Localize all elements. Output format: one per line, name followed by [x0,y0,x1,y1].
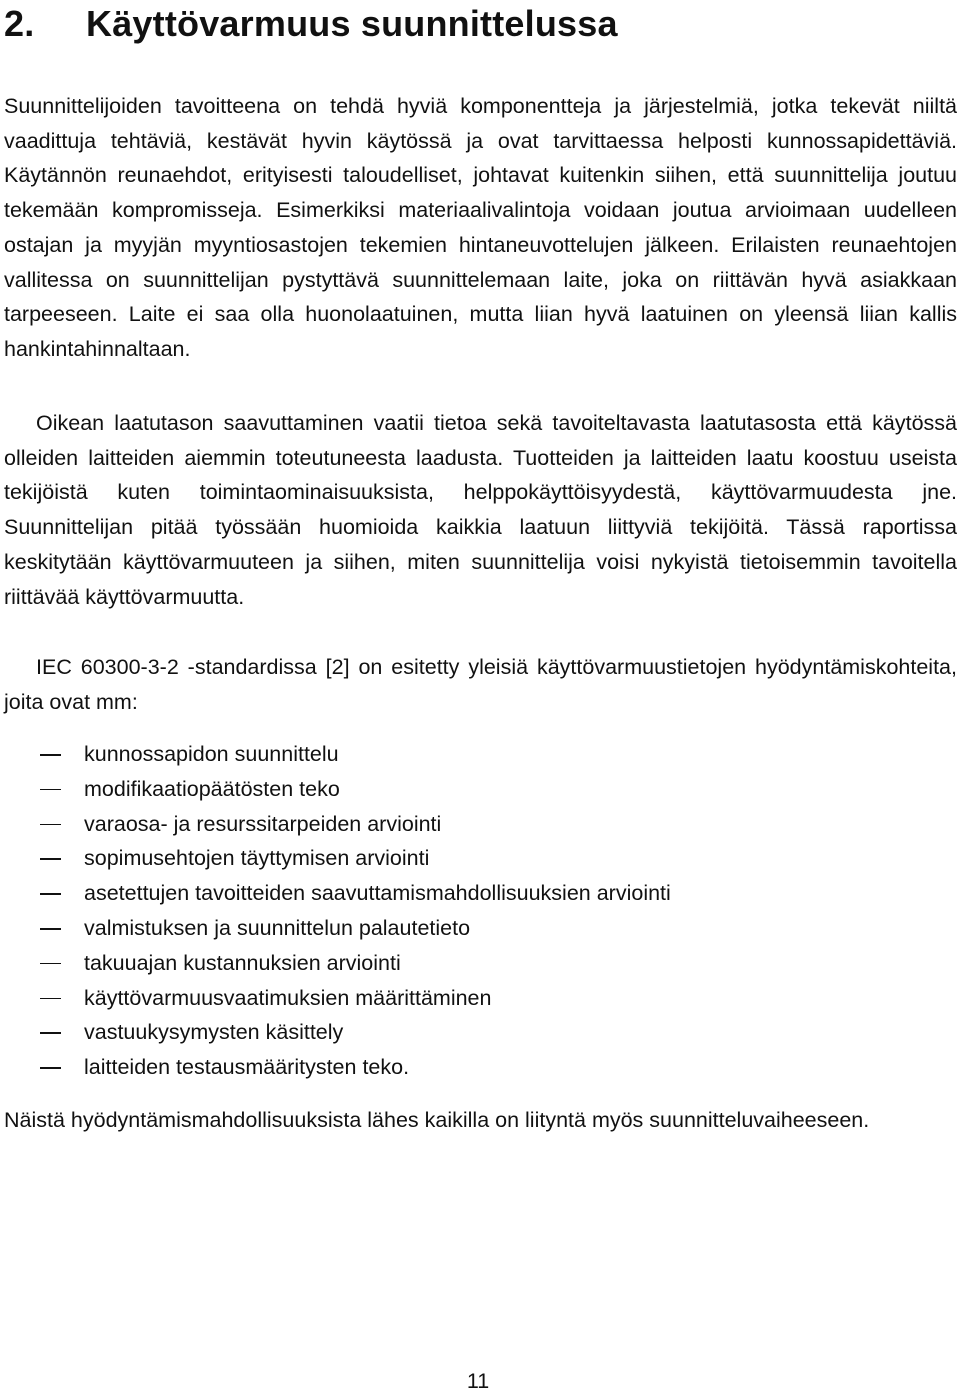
list-item-text: varaosa- ja resurssitarpeiden arviointi [84,811,442,836]
section-title: Käyttövarmuus suunnittelussa [86,3,618,44]
list-item-text: takuuajan kustannuksien arviointi [84,950,401,975]
dash-bullet [40,1067,61,1069]
list-item-text: sopimusehtojen täyttymisen arviointi [84,846,430,871]
section-number: 2. [4,3,35,44]
paragraph-standard-intro: IEC 60300-3-2 -standardissa [2] on esitetty yleisiä käyttövarmuustietojen hyödyntämiskohteita, joita ovat mm: [4,655,957,714]
list-item-text: vastuukysymysten käsittely [84,1020,344,1045]
dash-bullet [40,928,61,930]
list-item-text: käyttövarmuusvaatimuksien määrittäminen [84,985,492,1010]
paragraph-design-goals: Suunnittelijoiden tavoitteena on tehdä hyviä komponentteja ja järjestelmiä, jotka tekevät niiltä vaadittuja tehtäviä, kestävät hyvin käytössä ja ovat tarvittaessa helposti kunnossapidettäviä. Käytännön reunaehdot, erityisesti taloudelliset, johtavat kuitenkin siihen, että suunnittelija joutuu tekemään kompromisseja. Esimerkiksi materiaalivalintoja voidaan joutua arvioimaan uudelleen ostajan ja myyjän myyntiosastojen tekemien hintaneuvottelujen jälkeen. Erilaisten reunaehtojen vallitessa on suunnittelijan pystyttävä suunnittelemaan laite, joka on riittävän hyvä asiakkaan tarpeeseen. Laite ei saa olla huonolaatuinen, mutta liian hyvä laatuinen on yleensä liian kallis hankintahinnaltaan. [4,94,957,361]
list-item-text: modifikaatiopäätösten teko [84,776,340,801]
dash-bullet [40,1032,61,1034]
paragraph-conclusion: Näistä hyödyntämismahdollisuuksista lähes kaikilla on liityntä myös suunnitteluvaiheeseen. [4,1108,870,1132]
dash-bullet [40,754,61,756]
dash-bullet [40,893,61,895]
dash-bullet [40,824,61,826]
list-item-text: kunnossapidon suunnittelu [84,742,339,766]
paragraph-quality-level: Oikean laatutason saavuttaminen vaatii tietoa sekä tavoiteltavasta laatutasosta että käytössä olleiden laitteiden aiemmin toteutuneesta laadusta. Tuotteiden ja laitteiden laatu koostuu useista tekijöistä kuten toimintaominaisuuksista, helppokäyttöisyydestä, käyttövarmuudesta jne. Suunnittelijan pitää työssään huomioida kaikkia laatuun liittyviä tekijöitä. Tässä raportissa keskitytään käyttövarmuuteen ja siihen, miten suunnittelija voisi nykyistä tietoisemmin tavoitella riittävää käyttövarmuutta. [4,411,957,609]
list-item-text: asetettujen tavoitteiden saavuttamismahdollisuuksien arviointi [84,881,671,906]
dash-bullet [40,963,61,965]
page-number: 11 [466,1369,490,1393]
list-item-text: valmistuksen ja suunnittelun palautetieto [84,915,471,940]
list-item-text: laitteiden testausmääritysten teko. [84,1055,410,1080]
section-heading [4,2,618,46]
dash-bullet [40,858,61,860]
dash-bullet [40,998,61,1000]
dash-bullet [40,789,61,791]
